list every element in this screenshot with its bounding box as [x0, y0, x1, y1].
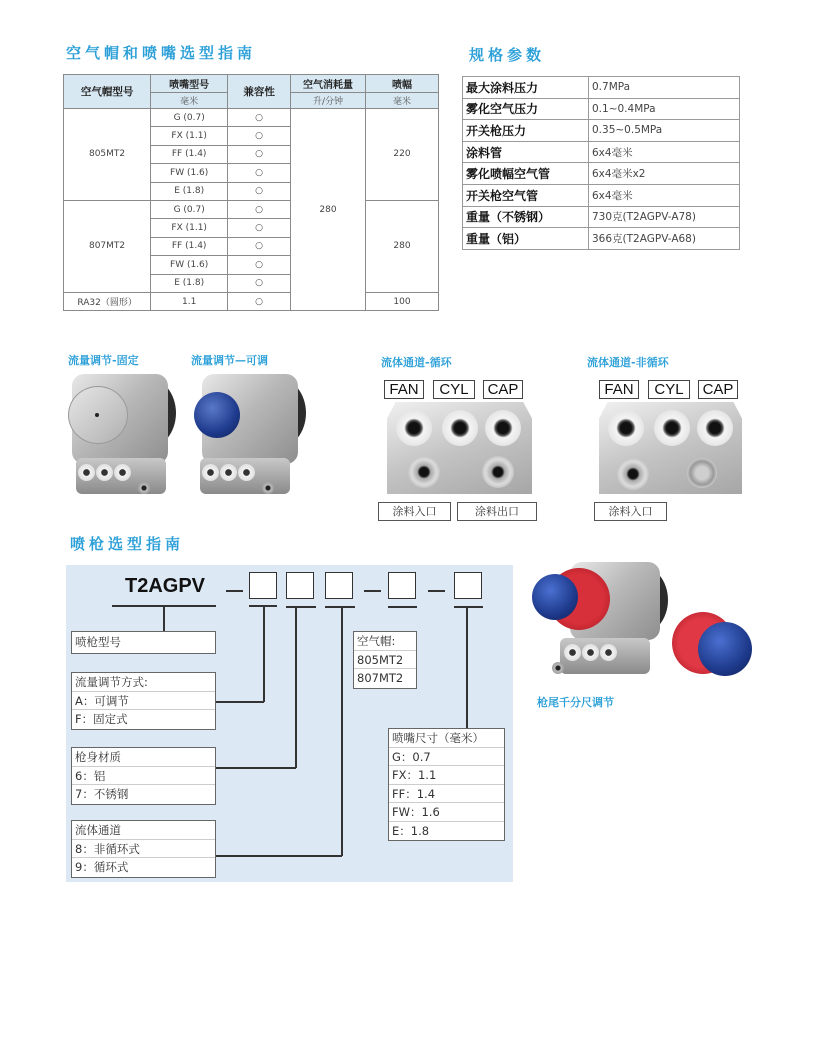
cap-807mt2: 807MT2 [64, 200, 151, 292]
spec-row [463, 163, 740, 185]
nozzle-cell: FF (1.4) [151, 237, 228, 255]
micrometer-gun-image [530, 560, 670, 680]
nozzle-cell: FW (1.6) [151, 256, 228, 274]
spec-key: 雾化喷幅空气管 [463, 163, 589, 185]
spec-value: 0.7MPa [589, 77, 740, 99]
paint-inlet-label: 涂料入口 [594, 502, 667, 521]
spec-row [463, 141, 740, 163]
flow-option-a: A：可调节 [72, 692, 215, 711]
nozzle-cell: G (0.7) [151, 200, 228, 218]
nozzle-cell: FW (1.6) [151, 164, 228, 182]
aircap-option-807: 807MT2 [357, 671, 404, 685]
nozzle-size-box [388, 728, 505, 841]
nozzle-option-fw: FW：1.6 [389, 803, 504, 822]
specs-table [462, 76, 740, 250]
air-cap-table [63, 74, 439, 311]
spec-value: 6x4毫米 [589, 184, 740, 206]
spec-key: 开关枪空气管 [463, 184, 589, 206]
nozzle-option-g: G：0.7 [389, 748, 504, 767]
spec-value: 366克(T2AGPV-A68) [589, 228, 740, 250]
nozzle-cell: FX (1.1) [151, 127, 228, 145]
code-slot-aircap [388, 572, 416, 599]
material-option-6: 6：铝 [72, 767, 215, 786]
gun-model-label: 喷枪型号 [75, 635, 121, 649]
port-label-cyl: CYL [648, 380, 690, 399]
compat-cell: ○ [228, 164, 291, 182]
separator-dash [364, 590, 381, 592]
fan-width-805: 220 [366, 109, 439, 201]
specs-title: 规格参数 [469, 46, 546, 64]
spec-row [463, 184, 740, 206]
fan-width-ra32: 100 [366, 292, 439, 310]
aircap-option-805: 805MT2 [354, 651, 416, 670]
spec-value: 0.1~0.4MPa [589, 98, 740, 120]
cap-ra32: RA32（圆形） [64, 292, 151, 310]
compat-cell: ○ [228, 145, 291, 163]
fluid-option-9: 9：循环式 [75, 860, 129, 874]
port-label-cyl: CYL [433, 380, 475, 399]
header-fan-unit: 毫米 [366, 93, 439, 109]
air-cap-title: 空气帽: [354, 632, 416, 651]
compat-cell: ○ [228, 200, 291, 218]
spec-row [463, 206, 740, 228]
compat-cell: ○ [228, 109, 291, 127]
spec-value: 0.35~0.5MPa [589, 120, 740, 142]
header-air-unit: 升/分钟 [291, 93, 366, 109]
flow-control-box [71, 672, 216, 730]
flow-control-title: 流量调节方式: [72, 673, 215, 692]
header-compatibility: 兼容性 [228, 75, 291, 109]
spec-key: 开关枪压力 [463, 120, 589, 142]
nozzle-cell: E (1.8) [151, 182, 228, 200]
paint-inlet-label: 涂料入口 [378, 502, 451, 521]
fluid-noncirculating-caption: 流体通道-非循环 [587, 356, 669, 369]
compat-cell: ○ [228, 182, 291, 200]
spec-value: 6x4毫米x2 [589, 163, 740, 185]
manifold-noncirculating-image [594, 378, 744, 523]
port-label-cap: CAP [483, 380, 523, 399]
gun-fixed-image [68, 372, 178, 502]
compat-cell: ○ [228, 256, 291, 274]
gun-model-box [71, 631, 216, 654]
nozzle-cell: FF (1.4) [151, 145, 228, 163]
nozzle-cell: E (1.8) [151, 274, 228, 292]
code-slot-nozzle [454, 572, 482, 599]
air-consumption-value: 280 [291, 109, 366, 311]
spec-row [463, 98, 740, 120]
port-label-cap: CAP [698, 380, 738, 399]
flow-fixed-caption: 流量调节-固定 [68, 354, 139, 367]
table-row [64, 109, 439, 127]
code-slot-fluid [325, 572, 353, 599]
nozzle-option-e: E：1.8 [392, 823, 430, 838]
compat-cell: ○ [228, 127, 291, 145]
separator-dash [428, 590, 445, 592]
header-air-consumption: 空气消耗量 [291, 75, 366, 93]
nozzle-size-title: 喷嘴尺寸（毫米） [389, 729, 504, 748]
cap-805mt2: 805MT2 [64, 109, 151, 201]
fluid-option-8: 8：非循环式 [72, 840, 215, 859]
nozzle-option-ff: FF：1.4 [389, 785, 504, 804]
compat-cell: ○ [228, 219, 291, 237]
nozzle-cell: G (0.7) [151, 109, 228, 127]
nozzle-option-fx: FX：1.1 [389, 766, 504, 785]
compat-cell: ○ [228, 274, 291, 292]
paint-outlet-label: 涂料出口 [457, 502, 537, 521]
fluid-passage-title: 流体通道 [72, 821, 215, 840]
spec-row [463, 228, 740, 250]
spec-key: 涂料管 [463, 141, 589, 163]
header-fan-width: 喷幅 [366, 75, 439, 93]
gun-adjustable-image [190, 372, 305, 502]
header-nozzle-model: 喷嘴型号 [151, 75, 228, 93]
spec-key: 雾化空气压力 [463, 98, 589, 120]
spec-key: 重量（铝） [463, 228, 589, 250]
gun-model-code: T2AGPV [125, 575, 206, 597]
spec-row [463, 77, 740, 99]
code-slot-flow [249, 572, 277, 599]
fluid-passage-box [71, 820, 216, 878]
port-label-fan: FAN [599, 380, 639, 399]
spec-row [463, 120, 740, 142]
separator-dash [226, 590, 243, 592]
table-row [64, 292, 439, 310]
flow-adjustable-caption: 流量调节—可调 [191, 354, 268, 367]
port-label-fan: FAN [384, 380, 424, 399]
body-material-box [71, 747, 216, 805]
table-row [64, 200, 439, 218]
flow-option-f: F：固定式 [75, 712, 128, 726]
nozzle-cell: 1.1 [151, 292, 228, 310]
material-option-7: 7：不锈钢 [75, 787, 129, 801]
body-material-title: 枪身材质 [72, 748, 215, 767]
ordering-guide-title: 喷枪选型指南 [70, 535, 185, 553]
manifold-circulating-image [380, 378, 550, 523]
spec-value: 730克(T2AGPV-A78) [589, 206, 740, 228]
spec-value: 6x4毫米 [589, 141, 740, 163]
code-slot-material [286, 572, 314, 599]
header-cap-model: 空气帽型号 [64, 75, 151, 109]
compat-cell: ○ [228, 292, 291, 310]
micrometer-caption: 枪尾千分尺调节 [537, 696, 614, 709]
micrometer-knob-image [672, 612, 756, 680]
nozzle-cell: FX (1.1) [151, 219, 228, 237]
air-cap-guide-title: 空气帽和喷嘴选型指南 [66, 44, 257, 62]
fluid-circulating-caption: 流体通道-循环 [381, 356, 452, 369]
air-cap-box [353, 631, 417, 689]
header-nozzle-unit: 毫米 [151, 93, 228, 109]
spec-key: 重量（不锈钢） [463, 206, 589, 228]
compat-cell: ○ [228, 237, 291, 255]
spec-key: 最大涂料压力 [463, 77, 589, 99]
fan-width-807: 280 [366, 200, 439, 292]
